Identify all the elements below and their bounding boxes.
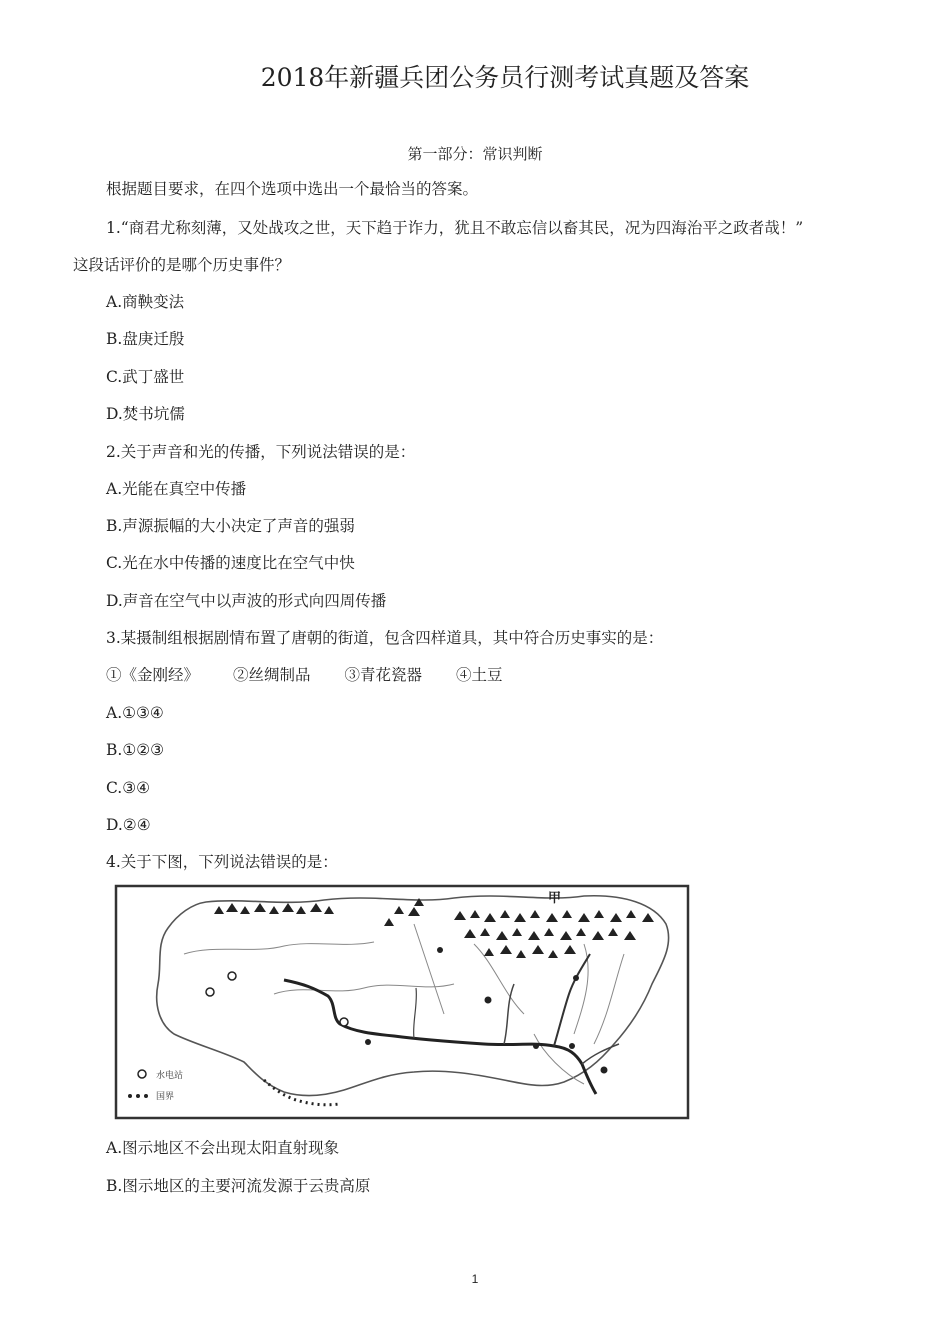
q3-option-b: B.①②③: [106, 741, 165, 759]
q3-option-c: C.③④: [106, 779, 151, 797]
q2-option-b: B.声源振幅的大小决定了声音的强弱: [106, 517, 355, 535]
q1-stem-line1: 1.“商君尤称刻薄，又处战攻之世，天下趋于诈力，犹且不敢忘信以畜其民，况为四海治平之政者哉！”: [106, 219, 804, 237]
q3-item-2: ②丝绸制品: [233, 666, 311, 684]
legend-border-symbol: [128, 1094, 148, 1098]
q2-option-d: D.声音在空气中以声波的形式向四周传播: [106, 592, 387, 610]
river-basin-map: [114, 884, 690, 1120]
instruction-text: 根据题目要求，在四个选项中选出一个最恰当的答案。: [106, 180, 479, 198]
q3-item-3: ③青花瓷器: [344, 666, 423, 684]
document-title: 2018年新疆兵团公务员行测考试真题及答案: [260, 63, 750, 92]
q4-option-a: A.图示地区不会出现太阳直射现象: [106, 1139, 340, 1157]
q3-option-a: A.①③④: [106, 704, 164, 722]
legend-station-label: 水电站: [156, 1071, 184, 1081]
section-heading: 第一部分：常识判断: [407, 145, 543, 163]
q4-stem: 4.关于下图，下列说法错误的是：: [106, 853, 338, 871]
map-label-jia: 甲: [548, 891, 562, 906]
q4-option-b: B.图示地区的主要河流发源于云贵高原: [106, 1177, 371, 1195]
legend-border-label: 国界: [156, 1092, 175, 1102]
q1-option-d: D.焚书坑儒: [106, 405, 185, 423]
map-frame: [116, 886, 688, 1118]
q3-items: [106, 665, 503, 685]
q1-option-a: A.商鞅变法: [106, 293, 185, 311]
q2-option-c: C.光在水中传播的速度比在空气中快: [106, 554, 355, 572]
q1-stem-line2: 这段话评价的是哪个历史事件？: [73, 256, 291, 274]
legend-station-symbol: [138, 1070, 146, 1078]
q3-item-4: ④土豆: [456, 666, 503, 684]
q2-option-a: A.光能在真空中传播: [106, 480, 247, 498]
page-number: 1: [471, 1272, 479, 1286]
q3-option-d: D.②④: [106, 816, 151, 834]
q2-stem: 2.关于声音和光的传播，下列说法错误的是：: [106, 443, 416, 461]
q3-stem: 3.某摄制组根据剧情布置了唐朝的街道，包含四样道具，其中符合历史事实的是：: [106, 629, 664, 647]
q1-option-c: C.武丁盛世: [106, 368, 185, 386]
q3-item-1: ①《金刚经》: [106, 666, 200, 684]
q1-option-b: B.盘庚迁殷: [106, 330, 185, 348]
